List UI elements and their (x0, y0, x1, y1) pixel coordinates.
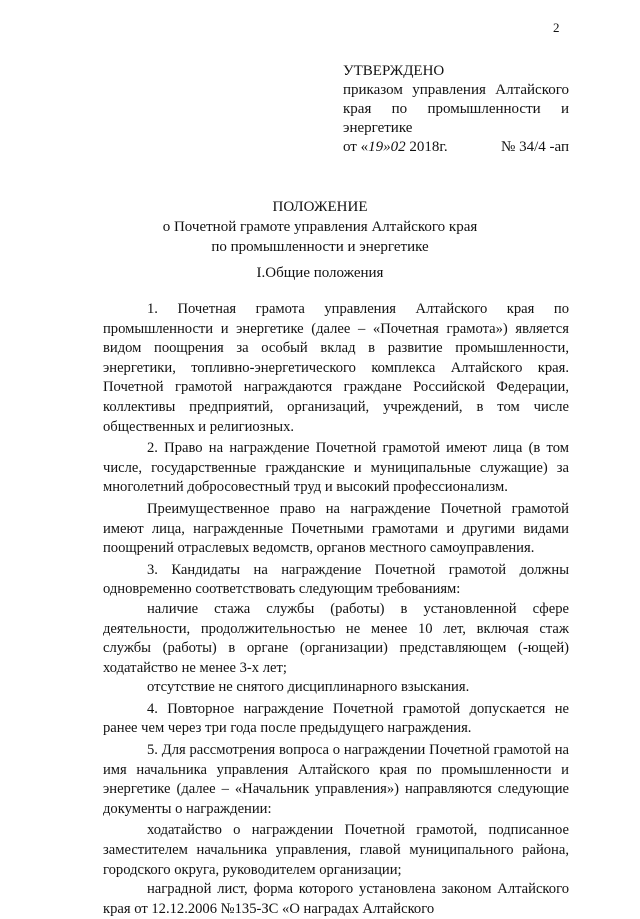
paragraph: Преимущественное право на награждение Почетной грамотой имеют лица, награжденные Почетными грамотами и другими видами поощрений отраслевых ведомств, органов местного самоуправления. (103, 500, 569, 557)
document-subtitle-2: по промышленности и энергетике (211, 239, 429, 255)
document-title: ПОЛОЖЕНИЕ (272, 199, 368, 215)
section-title: I.Общие положения (256, 265, 384, 281)
paragraph: отсутствие не снятого дисциплинарного взыскания. (147, 679, 470, 696)
approval-line-1: приказом управления Алтайского (343, 82, 569, 98)
paragraph: 3. Кандидаты на награждение Почетной грамотой должны одновременно соответствовать следующим требованиям: (103, 561, 569, 598)
approval-line-3: энергетике (343, 120, 413, 136)
approval-line-2: края по промышленности и (343, 101, 569, 117)
approval-date-prefix: от « (343, 139, 369, 155)
approval-title: УТВЕРЖДЕНО (343, 63, 445, 79)
approval-block (343, 62, 569, 157)
paragraph: 4. Повторное награждение Почетной грамотой допускается не ранее чем через три года после предыдущего награждения. (103, 700, 569, 737)
paragraph: 2. Право на награждение Почетной грамотой имеют лица (в том числе, государственные гражданские и муниципальные служащие) за многолетний добросовестный труд и высокий профессионализм. (103, 440, 569, 496)
approval-date-line (343, 138, 569, 157)
page-number: 2 (553, 20, 560, 35)
approval-number: № 34/4 -ап (501, 139, 569, 155)
approval-date-year: 2018г. (409, 139, 448, 155)
paragraph: наличие стажа службы (работы) в установленной сфере деятельности, продолжительностью не менее 10 лет, включая стаж службы (работы) в органе (организации) представляющем (-ющей) ходатайство не менее 3-х лет; (103, 600, 569, 676)
paragraph: 5. Для рассмотрения вопроса о награждении Почетной грамотой на имя начальника управления Алтайского края по промышленности и энергетике (далее – «Начальник управления») направляются следующие документы о награждении: (103, 742, 569, 817)
approval-date-day-month: 19»02 (368, 139, 406, 155)
paragraph: наградной лист, форма которого установлена законом Алтайского края от 12.12.2006 №135-ЗС «О наградах Алтайского (103, 881, 569, 917)
paragraph: ходатайство о награждении Почетной грамотой, подписанное заместителем начальника управления, главой муниципального района, городского округа, руководителем организации; (103, 822, 569, 878)
paragraph: 1. Почетная грамота управления Алтайского края по промышленности и энергетике (далее – «Почетная грамота») является видом поощрения за особый вклад в развитие промышленности, энергетики, топливно-энергетического комплекса Алтайского края. Почетной грамотой награждаются граждане Российской Федерации, коллективы предприятий, организаций, учреждений, в том числе общественных и религиозных. (103, 301, 569, 435)
document-subtitle-1: о Почетной грамоте управления Алтайского края (162, 219, 478, 235)
document-heading (0, 197, 640, 257)
document-body (103, 298, 569, 919)
